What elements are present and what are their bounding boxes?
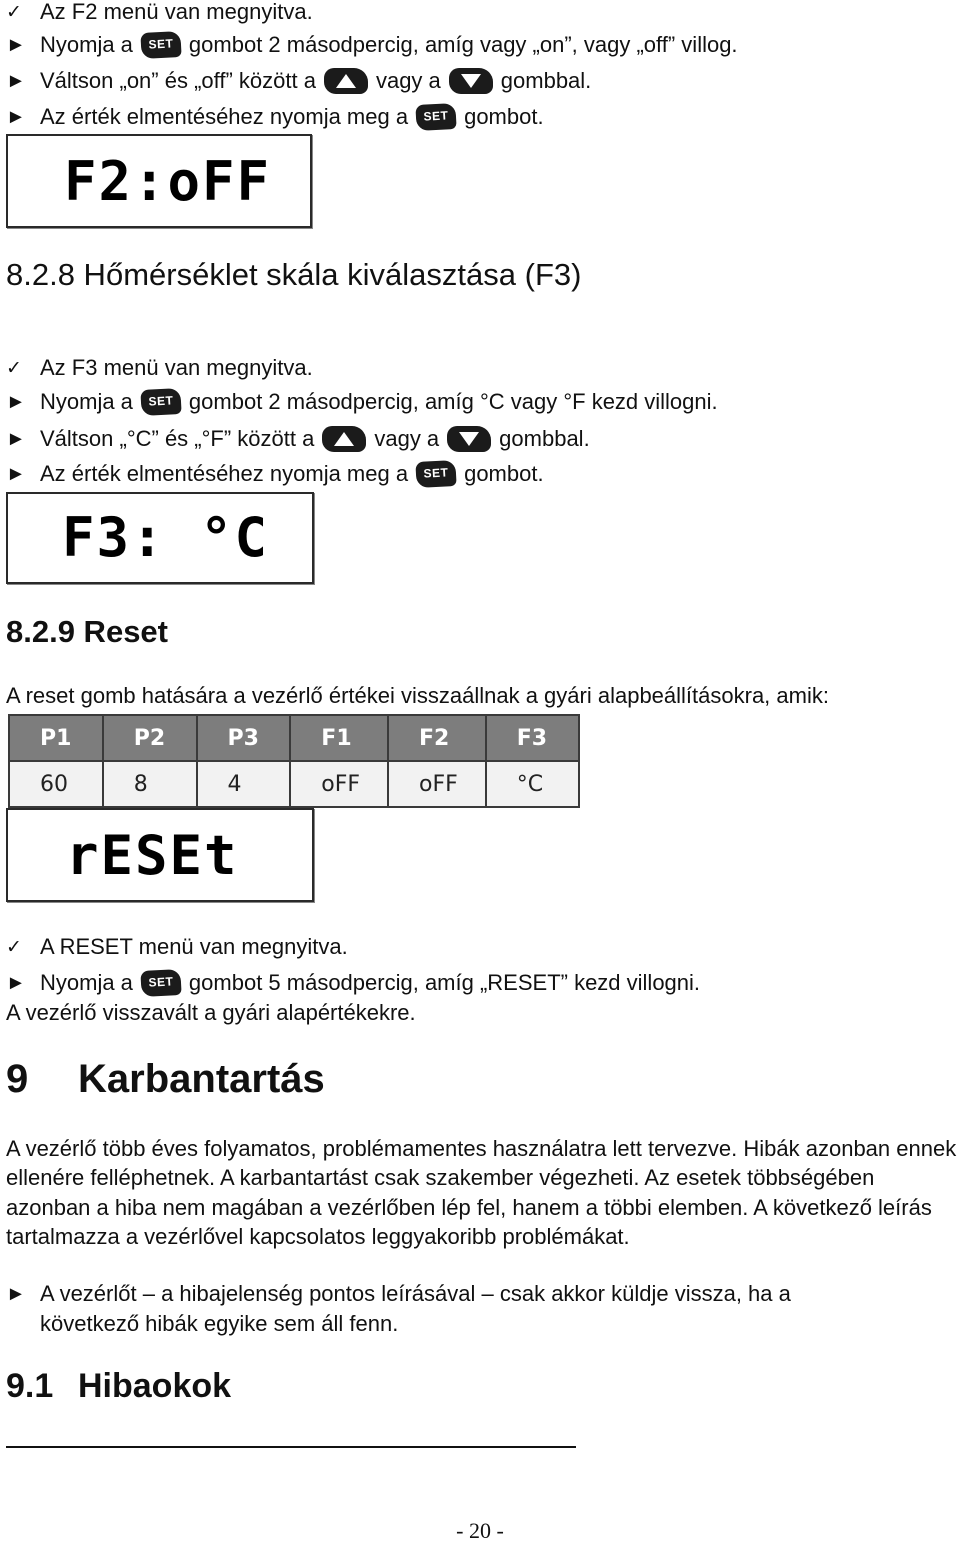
lcd-display-reset <box>6 808 314 902</box>
arrow-bullet-icon: ► <box>6 972 26 994</box>
section-heading-errors <box>6 1362 231 1410</box>
lcd-display-f3 <box>6 492 314 584</box>
arrow-bullet-icon: ► <box>6 1283 26 1305</box>
reset-line3-text: A vezérlő visszavált a gyári alapértékekre. <box>6 1000 416 1025</box>
set-key-icon: SET <box>140 969 181 997</box>
f3-line3-post: gombbal. <box>499 426 590 451</box>
f2-line3-post: gombbal. <box>500 68 592 93</box>
table-cell: oFF <box>290 761 388 807</box>
reset-press-set-line <box>6 968 700 998</box>
f2-line3-mid: vagy a <box>375 68 441 93</box>
arrow-bullet-icon: ► <box>6 106 26 128</box>
table-cell: 4 <box>197 761 291 807</box>
check-icon: ✓ <box>6 936 22 958</box>
table-cell: °C <box>486 761 579 807</box>
f3-line2-pre: Nyomja a <box>40 389 133 414</box>
f3-line3-mid: vagy a <box>374 426 440 451</box>
f2-line2-post: gombot 2 másodpercig, amíg vagy „on”, vagy „off” villog. <box>188 32 738 57</box>
footnote-divider <box>6 1446 576 1448</box>
f3-save-line <box>6 459 544 489</box>
section-heading-f3: 8.2.8 Hőmérséklet skála kiválasztása (F3) <box>6 257 582 292</box>
maintenance-bullet-text-cont: következő hibák egyike sem áll fenn. <box>40 1311 399 1336</box>
table-cell: 8 <box>103 761 197 807</box>
section-title: Hibaokok <box>78 1367 232 1405</box>
reset-intro-line <box>6 681 829 711</box>
f3-menu-open-line <box>6 353 313 383</box>
down-key-icon <box>447 426 491 452</box>
arrow-bullet-icon: ► <box>6 34 26 56</box>
reset-result-line <box>6 998 416 1028</box>
f3-line1-text: Az F3 menü van megnyitva. <box>40 355 313 380</box>
maintenance-bullet-text: A vezérlőt – a hibajelenség pontos leírásával – csak akkor küldje vissza, ha a <box>40 1281 791 1306</box>
lcd-display-text: rESEt <box>66 824 239 887</box>
down-key-icon <box>449 68 493 94</box>
arrow-bullet-icon: ► <box>6 463 26 485</box>
f3-toggle-line <box>6 424 590 454</box>
f2-line1-text: Az F2 menü van megnyitva. <box>40 0 313 24</box>
f3-line2-post: gombot 2 másodpercig, amíg °C vagy °F kezd villogni. <box>188 389 718 414</box>
up-key-icon <box>322 426 366 452</box>
table-header-cell: P2 <box>103 715 197 761</box>
check-icon: ✓ <box>6 357 22 379</box>
arrow-bullet-icon: ► <box>6 70 26 92</box>
f2-line2-pre: Nyomja a <box>40 32 133 57</box>
f2-menu-open-line <box>6 0 313 27</box>
f3-line3-pre: Váltson „°C” és „°F” között a <box>40 426 315 451</box>
section-number: 9.1 <box>6 1367 54 1405</box>
section-number: 9 <box>6 1057 29 1101</box>
f2-toggle-line <box>6 66 591 96</box>
table-cell: oFF <box>388 761 486 807</box>
page-number: - 20 - <box>456 1518 504 1543</box>
set-key-icon: SET <box>415 460 456 488</box>
f3-line4-post: gombot. <box>464 461 544 486</box>
f2-save-line <box>6 102 544 132</box>
f3-line4-pre: Az érték elmentéséhez nyomja meg a <box>40 461 409 486</box>
table-header-cell: F2 <box>388 715 486 761</box>
section-heading-reset: 8.2.9 Reset <box>6 614 168 649</box>
lcd-display-text: F2:oFF <box>64 150 272 213</box>
maintenance-paragraph: A vezérlő több éves folyamatos, problémamentes használatra lett tervezve. Hibák azonban ennek ellenére felléphetnek. A karbantartást csak szakember végezheti. Az esetek többségében azonban a hiba nem magában a vezérlőben lép fel, hanem a többi elemben. A következő leírás tartalmazza a vezérlővel kapcsolatos leggyakoribb problémákat. <box>6 1136 957 1249</box>
section-title: Karbantartás <box>78 1057 325 1101</box>
arrow-bullet-icon: ► <box>6 391 26 413</box>
default-parameters-table <box>8 714 580 808</box>
reset-menu-open-line <box>6 932 348 962</box>
table-header-cell: P3 <box>197 715 291 761</box>
maintenance-bullet-continuation <box>40 1309 398 1339</box>
table-header-row <box>9 715 579 761</box>
set-key-icon: SET <box>415 103 456 131</box>
up-key-icon <box>324 68 368 94</box>
reset-line2-pre: Nyomja a <box>40 970 133 995</box>
table-row <box>9 761 579 807</box>
lcd-display-text: F3: °C <box>62 506 270 569</box>
f2-line4-pre: Az érték elmentéséhez nyomja meg a <box>40 104 409 129</box>
table-header-cell: F3 <box>486 715 579 761</box>
reset-line2-post: gombot 5 másodpercig, amíg „RESET” kezd villogni. <box>188 970 701 995</box>
reset-line1-text: A RESET menü van megnyitva. <box>40 934 348 959</box>
lcd-display-f2 <box>6 134 312 228</box>
table-header-cell: P1 <box>9 715 103 761</box>
f2-press-set-line <box>6 30 738 60</box>
set-key-icon: SET <box>140 388 181 416</box>
table-cell: 60 <box>9 761 103 807</box>
table-header-cell: F1 <box>290 715 388 761</box>
f2-line3-pre: Váltson „on” és „off” között a <box>40 68 316 93</box>
maintenance-bullet-line <box>6 1279 791 1309</box>
reset-intro-text: A reset gomb hatására a vezérlő értékei visszaállnak a gyári alapbeállításokra, amik: <box>6 683 829 708</box>
set-key-icon: SET <box>140 31 181 59</box>
f2-line4-post: gombot. <box>464 104 544 129</box>
arrow-bullet-icon: ► <box>6 428 26 450</box>
check-icon: ✓ <box>6 1 22 23</box>
section-heading-maintenance <box>6 1055 325 1103</box>
f3-press-set-line <box>6 387 718 417</box>
